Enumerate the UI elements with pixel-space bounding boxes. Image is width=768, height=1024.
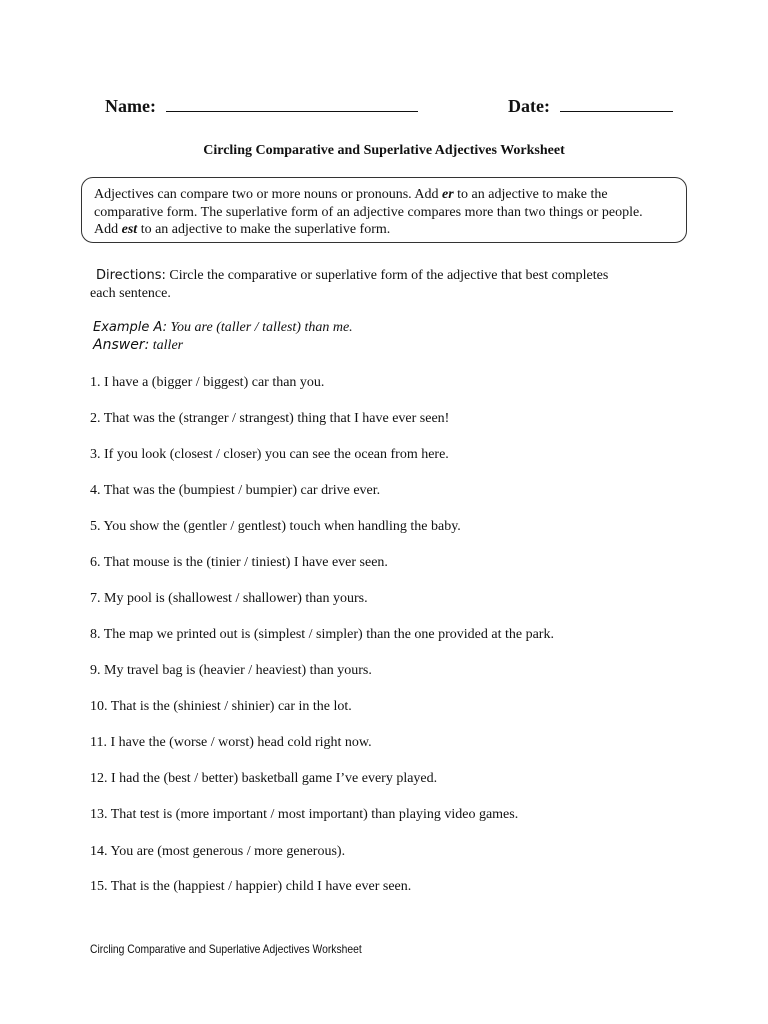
name-line[interactable] xyxy=(166,111,418,112)
question-12[interactable]: 12. I had the (best / better) basketball game I’ve every played. xyxy=(90,771,438,786)
example-sentence: You are (taller / tallest) than me. xyxy=(167,320,353,335)
info-line-3 xyxy=(94,221,674,239)
question-14[interactable]: 14. You are (most generous / more generous). xyxy=(90,844,346,859)
info-line-1 xyxy=(94,186,674,204)
question-5[interactable]: 5. You show the (gentler / gentlest) touch when handling the baby. xyxy=(90,519,461,534)
example xyxy=(93,320,353,336)
footer-title: Circling Comparative and Superlative Adjectives Worksheet xyxy=(90,942,362,956)
info-box xyxy=(81,177,687,243)
name-label: Name: xyxy=(105,96,156,116)
directions-text: Circle the comparative or superlative form of the adjective that best completes xyxy=(165,268,609,283)
question-3[interactable]: 3. If you look (closest / closer) you can see the ocean from here. xyxy=(90,447,449,462)
question-8[interactable]: 8. The map we printed out is (simplest / simpler) than the one provided at the park. xyxy=(90,627,554,642)
question-2[interactable]: 2. That was the (stranger / strangest) thing that I have ever seen! xyxy=(90,411,450,426)
directions-text-2: each sentence. xyxy=(90,286,171,301)
name-field xyxy=(105,96,418,117)
worksheet-title: Circling Comparative and Superlative Adjectives Worksheet xyxy=(203,143,565,158)
date-line[interactable] xyxy=(560,111,673,112)
date-field xyxy=(508,96,673,117)
question-11[interactable]: 11. I have the (worse / worst) head cold right now. xyxy=(90,735,372,750)
info-text: to an adjective to make the xyxy=(453,187,608,202)
question-4[interactable]: 4. That was the (bumpiest / bumpier) car drive ever. xyxy=(90,483,381,498)
question-1[interactable]: 1. I have a (bigger / biggest) car than you. xyxy=(90,375,325,390)
date-label: Date: xyxy=(508,96,550,116)
info-est: est xyxy=(121,222,138,237)
info-text: to an adjective to make the superlative form. xyxy=(137,222,391,237)
answer-label: Answer: xyxy=(93,337,150,353)
question-7[interactable]: 7. My pool is (shallowest / shallower) than yours. xyxy=(90,591,368,606)
question-13[interactable]: 13. That test is (more important / most important) than playing video games. xyxy=(90,807,519,822)
example-label: Example A: xyxy=(93,320,168,335)
directions-label: Directions: xyxy=(96,268,166,283)
question-15[interactable]: 15. That is the (happiest / happier) child I have ever seen. xyxy=(90,879,412,894)
info-er: er xyxy=(441,187,454,202)
question-10[interactable]: 10. That is the (shiniest / shinier) car in the lot. xyxy=(90,699,352,714)
question-9[interactable]: 9. My travel bag is (heavier / heaviest) than yours. xyxy=(90,663,372,678)
directions xyxy=(90,267,690,303)
info-text: Add xyxy=(94,222,122,237)
example-answer xyxy=(93,337,183,354)
info-line-2: comparative form. The superlative form of an adjective compares more than two things or people. xyxy=(94,204,643,220)
info-text: Adjectives can compare two or more nouns or pronouns. Add xyxy=(94,187,442,202)
answer-text: taller xyxy=(149,338,184,353)
question-6[interactable]: 6. That mouse is the (tinier / tiniest) I have ever seen. xyxy=(90,555,388,570)
